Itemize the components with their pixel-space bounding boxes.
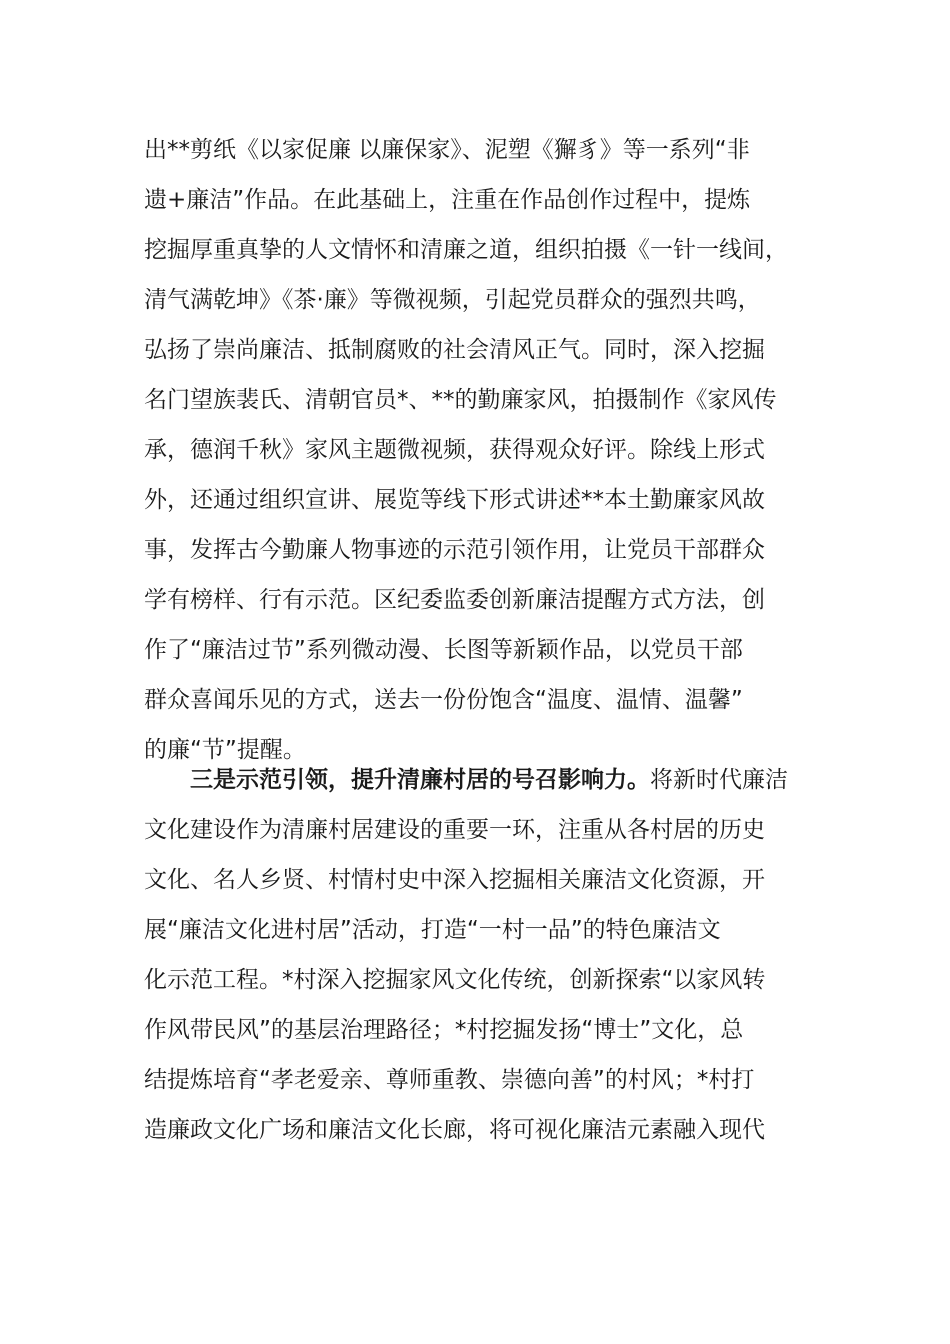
text-line: 文化、名人乡贤、村情村史中深入挖掘相关廉洁文化资源，开 — [144, 867, 765, 893]
text-line: 名门望族裴氏、清朝官员*、**的勤廉家风，拍摄制作《家风传 — [144, 387, 777, 413]
text-line: 弘扬了崇尚廉洁、抵制腐败的社会清风正气。同时，深入挖掘 — [144, 337, 765, 363]
text-line: 造廉政文化广场和廉洁文化长廊，将可视化廉洁元素融入现代 — [144, 1117, 765, 1143]
text-line: 作风带民风”的基层治理路径；*村挖掘发扬“博士”文化，总 — [144, 1017, 744, 1043]
text-line: 出**剪纸《以家促廉 以廉保家》、泥塑《獬豸》等一系列“非 — [144, 137, 750, 163]
text-line: 结提炼培育“孝老爱亲、尊师重教、崇德向善”的村风；*村打 — [144, 1067, 755, 1093]
text-line: 承，德润千秋》家风主题微视频，获得观众好评。除线上形式 — [144, 437, 765, 463]
text-line: 化示范工程。*村深入挖掘家风文化传统，创新探索“以家风转 — [144, 967, 766, 993]
text-line: 展“廉洁文化进村居”活动，打造“一村一品”的特色廉洁文 — [144, 917, 721, 943]
text-line: 遗+廉洁”作品。在此基础上，注重在作品创作过程中，提炼 — [144, 187, 751, 213]
text-line: 清气满乾坤》《茶·廉》等微视频，引起党员群众的强烈共鸣， — [144, 287, 761, 313]
text-line: 学有榜样、行有示范。区纪委监委创新廉洁提醒方式方法，创 — [144, 587, 765, 613]
text-line: 外，还通过组织宣讲、展览等线下形式讲述**本土勤廉家风故 — [144, 487, 765, 513]
text-line: 事，发挥古今勤廉人物事迹的示范引领作用，让党员干部群众 — [144, 537, 765, 563]
text-run: 将新时代廉洁 — [650, 767, 788, 793]
text-line: 群众喜闻乐见的方式，送去一份份饱含“温度、温情、温馨” — [144, 687, 743, 713]
paragraph-first-line — [144, 755, 812, 805]
paragraph-2 — [144, 755, 812, 1155]
paragraph-lead-heading: 三是示范引领，提升清廉村居的号召影响力。 — [190, 767, 650, 793]
text-line: 的廉“节”提醒。 — [144, 737, 306, 763]
text-line: 文化建设作为清廉村居建设的重要一环，注重从各村居的历史 — [144, 817, 765, 843]
text-line: 挖掘厚重真挚的人文情怀和清廉之道，组织拍摄《一针一线间， — [144, 237, 788, 263]
paragraph-1 — [144, 125, 812, 775]
text-line: 作了“廉洁过节”系列微动漫、长图等新颖作品，以党员干部 — [144, 637, 743, 663]
